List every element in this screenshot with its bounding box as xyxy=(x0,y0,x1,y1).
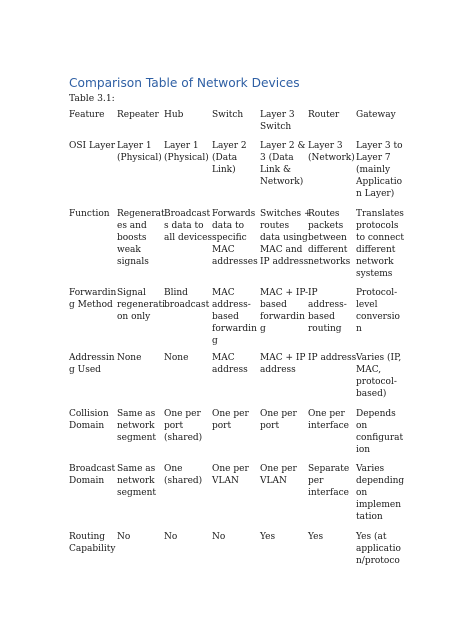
cell-r5-gateway: Depends on configurat ion xyxy=(356,409,404,455)
cell-r7-switch: No xyxy=(212,532,226,542)
cell-r2-repeater: Regenerat es and boosts weak signals xyxy=(117,209,165,267)
cell-r6-hub: One (shared) xyxy=(164,464,203,486)
header-router: Router xyxy=(308,110,340,120)
cell-r2-feature: Function xyxy=(69,209,110,219)
cell-r6-feature: Broadcast Domain xyxy=(69,464,116,486)
cell-r1-router: Layer 3 (Network) xyxy=(308,141,355,163)
cell-r1-repeater: Layer 1 (Physical) xyxy=(117,141,162,163)
cell-r3-gateway: Protocol- level conversio n xyxy=(356,288,400,334)
cell-r3-switch: MAC address- based forwardin g xyxy=(212,288,257,346)
cell-r1-layer3-switch: Layer 2 & 3 (Data Link & Network) xyxy=(260,141,306,187)
cell-r7-router: Yes xyxy=(308,532,324,542)
table-caption: Table 3.1: xyxy=(69,93,115,104)
cell-r6-router: Separate per interface xyxy=(308,464,350,498)
cell-r6-layer3-switch: One per VLAN xyxy=(260,464,297,486)
cell-r4-router: IP address xyxy=(308,353,357,363)
cell-r2-switch: Forwards data to specific MAC addresses xyxy=(212,209,258,267)
cell-r4-switch: MAC address xyxy=(212,353,248,375)
cell-r5-switch: One per port xyxy=(212,409,249,431)
header-repeater: Repeater xyxy=(117,110,159,120)
cell-r7-feature: Routing Capability xyxy=(69,532,116,554)
cell-r5-layer3-switch: One per port xyxy=(260,409,297,431)
cell-r4-layer3-switch: MAC + IP address xyxy=(260,353,306,375)
cell-r1-switch: Layer 2 (Data Link) xyxy=(212,141,247,175)
header-switch: Switch xyxy=(212,110,244,120)
cell-r5-router: One per interface xyxy=(308,409,349,431)
cell-r2-hub: Broadcast s data to all devices xyxy=(164,209,213,243)
cell-r6-repeater: Same as network segment xyxy=(117,464,156,498)
cell-r4-repeater: None xyxy=(117,353,142,363)
cell-r4-hub: None xyxy=(164,353,189,363)
header-feature: Feature xyxy=(69,110,105,120)
cell-r6-gateway: Varies depending on implemen tation xyxy=(356,464,405,522)
cell-r7-layer3-switch: Yes xyxy=(260,532,276,542)
cell-r1-gateway: Layer 3 to Layer 7 (mainly Applicatio n Layer) xyxy=(356,141,403,199)
cell-r7-repeater: No xyxy=(117,532,131,542)
cell-r5-repeater: Same as network segment xyxy=(117,409,156,443)
header-layer3-switch: Layer 3 Switch xyxy=(260,110,295,132)
cell-r2-router: Routes packets between different networks xyxy=(308,209,351,267)
cell-r3-feature: Forwardin g Method xyxy=(69,288,117,310)
cell-r3-router: IP address- based routing xyxy=(308,288,347,334)
cell-r3-layer3-switch: MAC + IP- based forwardin g xyxy=(260,288,309,334)
cell-r2-layer3-switch: Switches + routes data using MAC and IP address xyxy=(260,209,312,267)
cell-r4-feature: Addressin g Used xyxy=(69,353,115,375)
cell-r5-feature: Collision Domain xyxy=(69,409,109,431)
cell-r6-switch: One per VLAN xyxy=(212,464,249,486)
cell-r7-hub: No xyxy=(164,532,178,542)
cell-r7-gateway: Yes (at applicatio n/protoco xyxy=(356,532,401,566)
cell-r3-repeater: Signal regenerati on only xyxy=(117,288,166,322)
cell-r1-hub: Layer 1 (Physical) xyxy=(164,141,209,163)
cell-r5-hub: One per port (shared) xyxy=(164,409,203,443)
cell-r4-gateway: Varies (IP, MAC, protocol- based) xyxy=(356,353,402,399)
cell-r1-feature: OSI Layer xyxy=(69,141,116,151)
cell-r2-gateway: Translates protocols to connect different network systems xyxy=(356,209,404,279)
header-gateway: Gateway xyxy=(356,110,396,120)
cell-r3-hub: Blind broadcast xyxy=(164,288,210,310)
header-hub: Hub xyxy=(164,110,184,120)
page-title: Comparison Table of Network Devices xyxy=(69,76,300,90)
